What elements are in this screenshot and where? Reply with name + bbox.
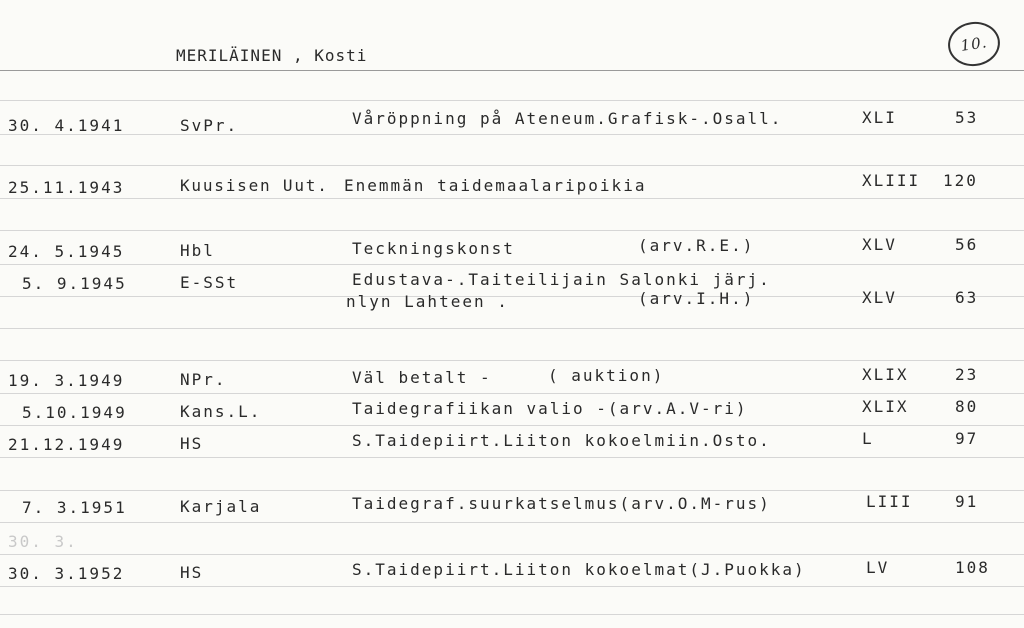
entry-title-continued: nlyn Lahteen . [346,292,509,311]
entry-volume: XLIX [862,365,909,384]
ruled-line [0,586,1024,587]
faint-impression: 30. 3. [8,532,78,551]
entry-volume: LIII [866,492,913,511]
entry-source: Karjala [180,497,262,516]
entry-volume: L [862,429,874,448]
entry-title: Teckningskonst [352,239,515,258]
entry-source: Kans.L. [180,402,262,421]
ruled-line [0,264,1024,265]
ruled-line [0,165,1024,166]
entry-volume: XLIII [862,171,921,190]
entry-date: 30. 3.1952 [8,564,125,583]
entry-page: 80 [955,397,979,416]
ruled-line [0,457,1024,458]
entry-page: 23 [955,365,979,384]
ruled-line [0,425,1024,426]
ruled-line [0,328,1024,329]
entry-volume: LV [866,558,890,577]
entry-title: S.Taidepiirt.Liiton kokoelmat(J.Puokka) [352,560,806,579]
entry-volume: XLV [862,235,897,254]
entry-source: E-SSt [180,273,239,292]
entry-source: SvPr. [180,116,239,135]
person-name: MERILÄINEN , Kosti [176,46,368,65]
entry-note: (arv.R.E.) [638,236,755,255]
entry-source: Kuusisen Uut. [180,176,329,195]
entry-date: 21.12.1949 [8,435,125,454]
entry-date: 19. 3.1949 [8,371,125,390]
entry-title: Enemmän taidemaalaripoikia [344,176,647,195]
ruled-line [0,554,1024,555]
header-rule [0,70,1024,71]
ruled-line [0,393,1024,394]
ruled-line [0,198,1024,199]
entry-date: 30. 4.1941 [8,116,125,135]
entry-note: ( auktion) [548,366,665,385]
ruled-line [0,614,1024,615]
entry-title: Våröppning på Ateneum.Grafisk-.Osall. [352,109,783,128]
entry-page: 120 [943,171,978,190]
entry-page: 97 [955,429,979,448]
entry-date: 24. 5.1945 [8,242,125,261]
ruled-line [0,100,1024,101]
entry-title: Taidegraf.suurkatselmus(arv.O.M-rus) [352,494,771,513]
entry-page: 63 [955,288,979,307]
entry-source: NPr. [180,370,227,389]
entry-date: 25.11.1943 [8,178,125,197]
entry-page: 53 [955,108,979,127]
entry-page: 108 [955,558,990,577]
entry-title: S.Taidepiirt.Liiton kokoelmiin.Osto. [352,431,771,450]
ruled-line [0,230,1024,231]
entry-date: 5.10.1949 [22,403,127,422]
entry-date: 7. 3.1951 [22,498,127,517]
entry-note: (arv.I.H.) [638,289,755,308]
entry-page: 56 [955,235,979,254]
ruled-line [0,134,1024,135]
entry-volume: XLI [862,108,897,127]
ruled-line [0,360,1024,361]
entry-volume: XLIX [862,397,909,416]
ruled-line [0,490,1024,491]
entry-volume: XLV [862,288,897,307]
entry-source: Hbl [180,241,215,260]
entry-date: 5. 9.1945 [22,274,127,293]
entry-page: 91 [955,492,979,511]
entry-title: Edustava-.Taiteilijain Salonki järj. [352,270,771,289]
entry-title: Väl betalt - [352,368,492,387]
entry-title: Taidegrafiikan valio -(arv.A.V-ri) [352,399,748,418]
entry-source: HS [180,563,204,582]
card-number: 10. [945,19,1003,70]
entry-source: HS [180,434,204,453]
ruled-line [0,522,1024,523]
